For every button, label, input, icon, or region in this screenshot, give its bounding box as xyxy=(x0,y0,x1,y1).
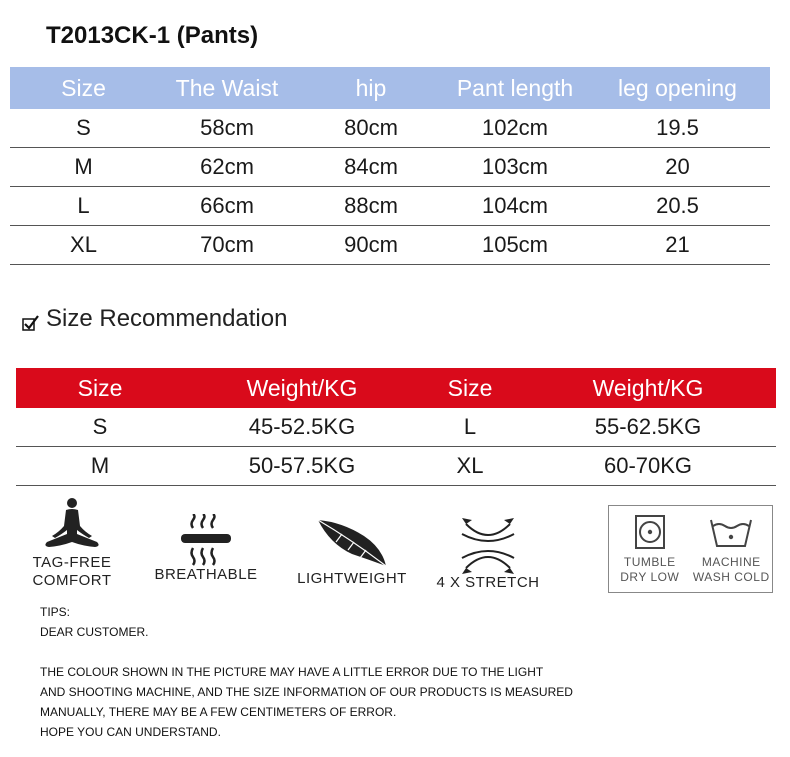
tips-line: THE COLOUR SHOWN IN THE PICTURE MAY HAVE A LITTLE ERROR DUE TO THE LIGHT xyxy=(40,665,544,679)
feature-stretch xyxy=(432,518,544,592)
table-row xyxy=(10,187,770,226)
table-row xyxy=(10,109,770,148)
tips-heading: TIPS: xyxy=(40,605,71,619)
header-cell-size: Size xyxy=(61,74,106,101)
table-row xyxy=(10,226,770,265)
table-cell: 80cm xyxy=(344,115,398,140)
table-cell: 21 xyxy=(665,232,690,257)
care-label: WASH COLD xyxy=(692,570,770,584)
table-cell: 58cm xyxy=(200,115,254,140)
table-cell: M xyxy=(74,154,93,179)
tips-greeting: DEAR CUSTOMER. xyxy=(40,625,149,639)
table-cell: XL xyxy=(456,453,484,478)
table-cell: L xyxy=(77,193,90,218)
yoga-figure-icon xyxy=(37,496,107,554)
feature-lightweight xyxy=(290,514,414,588)
size-chart-table xyxy=(10,67,770,265)
machine-wash-icon xyxy=(707,514,755,550)
care-item-tumble-dry xyxy=(609,506,691,592)
table-cell: 84cm xyxy=(344,154,398,179)
table-cell: 20.5 xyxy=(656,193,699,218)
table-cell: 103cm xyxy=(481,154,549,179)
table-cell: 60-70KG xyxy=(603,453,693,478)
table-cell: 66cm xyxy=(200,193,254,218)
header-cell-waist: The Waist xyxy=(175,74,279,101)
table-cell: 104cm xyxy=(481,193,549,218)
heat-waves-icon xyxy=(173,514,239,566)
size-recommendation-table xyxy=(16,368,776,486)
table-cell: S xyxy=(92,414,108,439)
table-cell: 20 xyxy=(665,154,690,179)
table-cell: 50-57.5KG xyxy=(248,453,356,478)
table-cell: 45-52.5KG xyxy=(248,414,356,439)
table-cell: S xyxy=(76,115,91,140)
table-cell: 90cm xyxy=(344,232,398,257)
care-instructions-box xyxy=(608,505,773,593)
header-cell-size: Size xyxy=(77,374,123,401)
care-item-machine-wash xyxy=(691,506,773,592)
size-chart-header xyxy=(10,67,770,109)
page-title: T2013CK-1 (Pants) xyxy=(46,22,259,49)
feather-icon xyxy=(312,514,392,570)
table-cell: M xyxy=(90,453,110,478)
feature-label: COMFORT xyxy=(32,572,112,589)
feature-breathable xyxy=(152,514,260,584)
care-label: DRY LOW xyxy=(620,570,680,584)
size-recommendation-heading xyxy=(22,305,287,333)
table-row xyxy=(16,408,776,447)
table-cell: XL xyxy=(70,232,97,257)
header-cell-pant-length: Pant length xyxy=(456,74,574,101)
section-title: Size Recommendation xyxy=(46,305,288,332)
table-cell: 70cm xyxy=(200,232,254,257)
feature-tag-free xyxy=(26,496,118,590)
header-cell-weight: Weight/KG xyxy=(592,374,704,401)
table-row xyxy=(16,447,776,486)
header-cell-hip: hip xyxy=(355,74,387,101)
feature-label: BREATHABLE xyxy=(154,566,258,583)
header-cell-leg-opening: leg opening xyxy=(618,74,737,101)
tips-line: AND SHOOTING MACHINE, AND THE SIZE INFORMATION OF OUR PRODUCTS IS MEASURED xyxy=(40,685,573,699)
table-cell: 62cm xyxy=(200,154,254,179)
table-cell: L xyxy=(463,414,477,439)
table-cell: 19.5 xyxy=(656,115,699,140)
feature-label: LIGHTWEIGHT xyxy=(297,570,407,587)
tumble-dry-icon xyxy=(628,514,672,550)
tips-line: MANUALLY, THERE MAY BE A FEW CENTIMETERS OF ERROR. xyxy=(40,705,397,719)
table-cell: 105cm xyxy=(481,232,549,257)
care-label: MACHINE xyxy=(701,555,761,569)
feature-label: TAG-FREE xyxy=(32,554,112,571)
table-cell: 102cm xyxy=(481,115,549,140)
header-cell-weight: Weight/KG xyxy=(246,374,358,401)
tips-line: HOPE YOU CAN UNDERSTAND. xyxy=(40,725,221,739)
header-cell-size: Size xyxy=(447,374,493,401)
care-label: TUMBLE xyxy=(623,555,676,569)
table-cell: 88cm xyxy=(344,193,398,218)
stretch-arrows-icon xyxy=(458,518,518,574)
feature-label: 4 X STRETCH xyxy=(436,574,540,591)
table-row xyxy=(10,148,770,187)
table-cell: 55-62.5KG xyxy=(594,414,702,439)
recommendation-header xyxy=(16,368,776,408)
checkbox-checked-icon xyxy=(22,314,40,332)
